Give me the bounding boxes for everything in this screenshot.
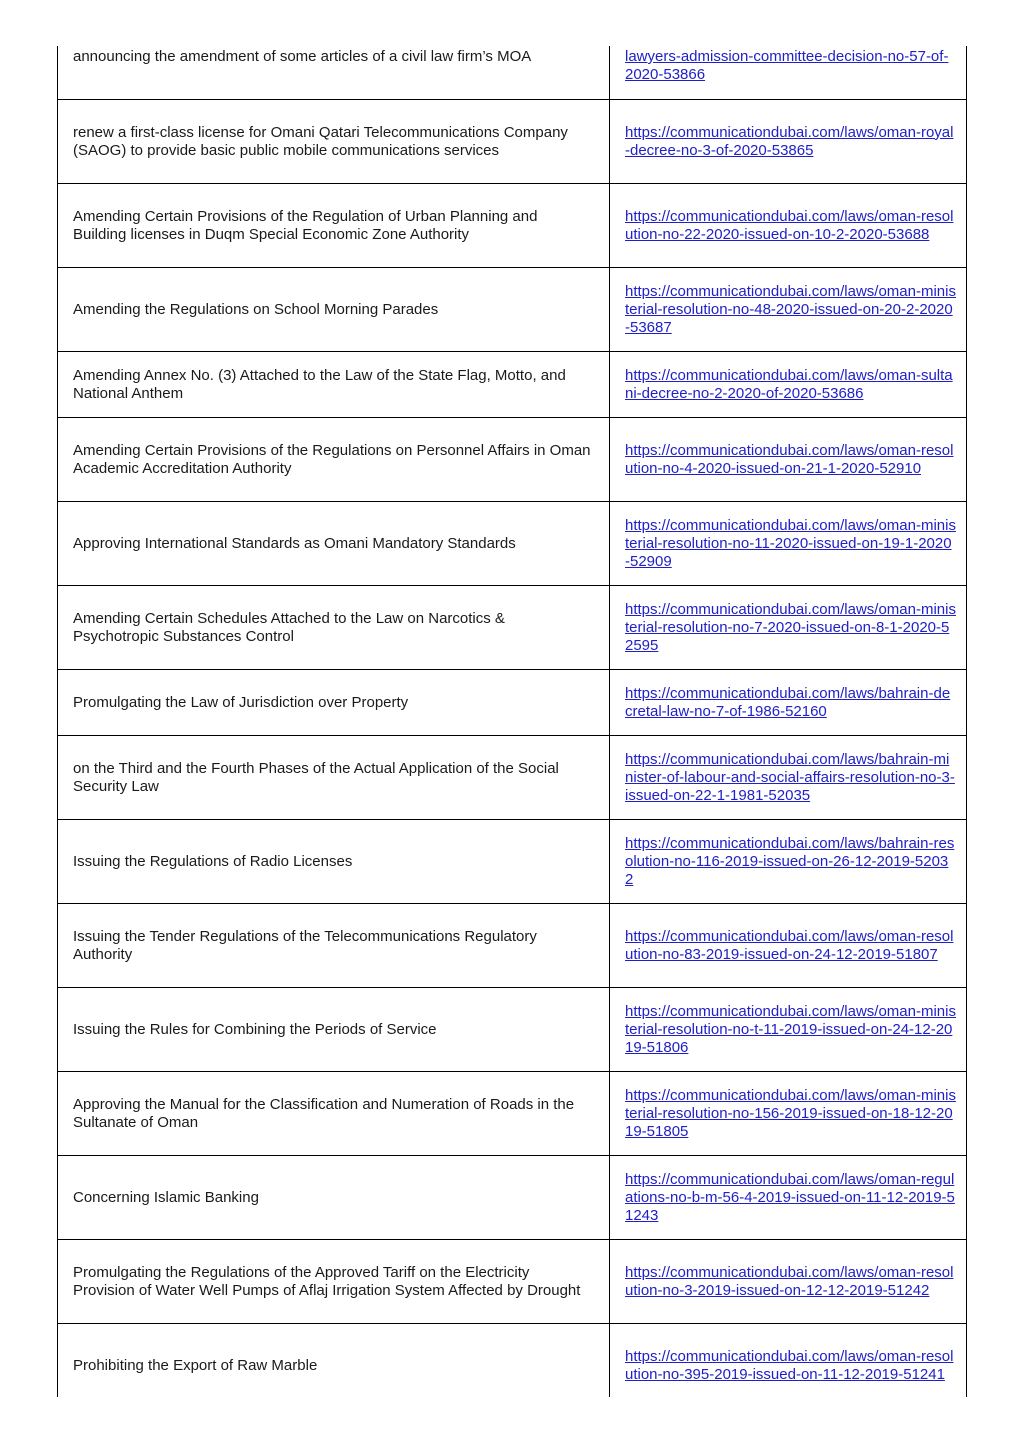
law-title: Promulgating the Law of Jurisdiction over Property — [57, 670, 610, 735]
law-title: Amending Certain Provisions of the Regulation of Urban Planning and Building licenses in Duqm Special Economic Zone Authority — [57, 184, 610, 267]
law-title: Amending Annex No. (3) Attached to the Law of the State Flag, Motto, and National Anthem — [57, 352, 610, 417]
law-link-cell — [610, 904, 967, 987]
law-link[interactable]: https://communicationdubai.com/laws/oman-ministerial-resolution-no-11-2020-issued-on-19-1-2020-52909 — [625, 516, 956, 570]
law-link[interactable]: https://communicationdubai.com/laws/oman-royal-decree-no-3-of-2020-53865 — [625, 123, 954, 159]
law-link-cell — [610, 736, 967, 819]
law-link[interactable]: https://communicationdubai.com/laws/oman-ministerial-resolution-no-7-2020-issued-on-8-1-2020-52595 — [625, 600, 956, 654]
law-link[interactable]: https://communicationdubai.com/laws/bahrain-minister-of-labour-and-social-affairs-resolution-no-3-issued-on-22-1-1981-52035 — [625, 750, 955, 804]
table-row — [57, 1156, 967, 1240]
table-row — [57, 586, 967, 670]
law-link-cell — [610, 352, 967, 417]
law-title: Issuing the Rules for Combining the Periods of Service — [57, 988, 610, 1071]
law-link[interactable]: https://communicationdubai.com/laws/oman-resolution-no-83-2019-issued-on-24-12-2019-51807 — [625, 927, 954, 963]
law-title: Amending Certain Schedules Attached to the Law on Narcotics & Psychotropic Substances Control — [57, 586, 610, 669]
law-link-cell — [610, 418, 967, 501]
law-title: Approving International Standards as Omani Mandatory Standards — [57, 502, 610, 585]
law-link[interactable]: https://communicationdubai.com/laws/bahrain-decretal-law-no-7-of-1986-52160 — [625, 684, 951, 720]
law-link-cell — [610, 184, 967, 267]
table-row — [57, 352, 967, 418]
table-row — [57, 268, 967, 352]
law-link-cell — [610, 1324, 967, 1397]
table-row — [57, 184, 967, 268]
law-link-cell — [610, 1240, 967, 1323]
law-title: Issuing the Regulations of Radio Licenses — [57, 820, 610, 903]
law-title: Amending the Regulations on School Morning Parades — [57, 268, 610, 351]
law-link-cell — [610, 1156, 967, 1239]
law-link-cell — [610, 820, 967, 903]
law-link-cell — [610, 46, 967, 99]
law-title: Approving the Manual for the Classification and Numeration of Roads in the Sultanate of Oman — [57, 1072, 610, 1155]
law-link-cell — [610, 502, 967, 585]
table-row — [57, 736, 967, 820]
law-title: Amending Certain Provisions of the Regulations on Personnel Affairs in Oman Academic Accreditation Authority — [57, 418, 610, 501]
law-link[interactable]: https://communicationdubai.com/laws/oman-sultani-decree-no-2-2020-of-2020-53686 — [625, 366, 953, 402]
law-link[interactable]: lawyers-admission-committee-decision-no-57-of-2020-53866 — [625, 48, 949, 83]
table-row — [57, 904, 967, 988]
law-link[interactable]: https://communicationdubai.com/laws/oman-resolution-no-22-2020-issued-on-10-2-2020-53688 — [625, 207, 954, 243]
law-link[interactable]: https://communicationdubai.com/laws/oman-resolution-no-395-2019-issued-on-11-12-2019-51241 — [625, 1347, 954, 1383]
law-link-cell — [610, 1072, 967, 1155]
table-row — [57, 100, 967, 184]
law-link-cell — [610, 988, 967, 1071]
table-row — [57, 820, 967, 904]
law-link[interactable]: https://communicationdubai.com/laws/oman-ministerial-resolution-no-t-11-2019-issued-on-24-12-2019-51806 — [625, 1002, 956, 1056]
table-row — [57, 1324, 967, 1397]
law-link[interactable]: https://communicationdubai.com/laws/oman-resolution-no-3-2019-issued-on-12-12-2019-51242 — [625, 1263, 954, 1299]
law-link[interactable]: https://communicationdubai.com/laws/bahrain-resolution-no-116-2019-issued-on-26-12-2019-52032 — [625, 834, 955, 888]
law-link-cell — [610, 670, 967, 735]
law-title: announcing the amendment of some articles of a civil law firm’s MOA — [57, 46, 610, 99]
law-link[interactable]: https://communicationdubai.com/laws/oman-ministerial-resolution-no-156-2019-issued-on-18-12-2019-51805 — [625, 1086, 956, 1140]
law-link-cell — [610, 586, 967, 669]
law-link[interactable]: https://communicationdubai.com/laws/oman-resolution-no-4-2020-issued-on-21-1-2020-52910 — [625, 441, 954, 477]
law-link-cell — [610, 100, 967, 183]
table-row — [57, 418, 967, 502]
table-row — [57, 502, 967, 586]
table-row — [57, 1072, 967, 1156]
law-title: on the Third and the Fourth Phases of the Actual Application of the Social Security Law — [57, 736, 610, 819]
law-title: Promulgating the Regulations of the Approved Tariff on the Electricity Provision of Water Well Pumps of Aflaj Irrigation System Affected by Drought — [57, 1240, 610, 1323]
law-link[interactable]: https://communicationdubai.com/laws/oman-ministerial-resolution-no-48-2020-issued-on-20-2-2020-53687 — [625, 282, 956, 336]
laws-table — [57, 46, 967, 1397]
law-link-cell — [610, 268, 967, 351]
law-title: Issuing the Tender Regulations of the Telecommunications Regulatory Authority — [57, 904, 610, 987]
table-row — [57, 1240, 967, 1324]
law-link[interactable]: https://communicationdubai.com/laws/oman-regulations-no-b-m-56-4-2019-issued-on-11-12-2019-51243 — [625, 1170, 955, 1224]
law-title: renew a first-class license for Omani Qatari Telecommunications Company (SAOG) to provide basic public mobile communications services — [57, 100, 610, 183]
table-row — [57, 46, 967, 100]
table-row — [57, 988, 967, 1072]
law-title: Prohibiting the Export of Raw Marble — [57, 1324, 610, 1397]
law-title: Concerning Islamic Banking — [57, 1156, 610, 1239]
table-row — [57, 670, 967, 736]
